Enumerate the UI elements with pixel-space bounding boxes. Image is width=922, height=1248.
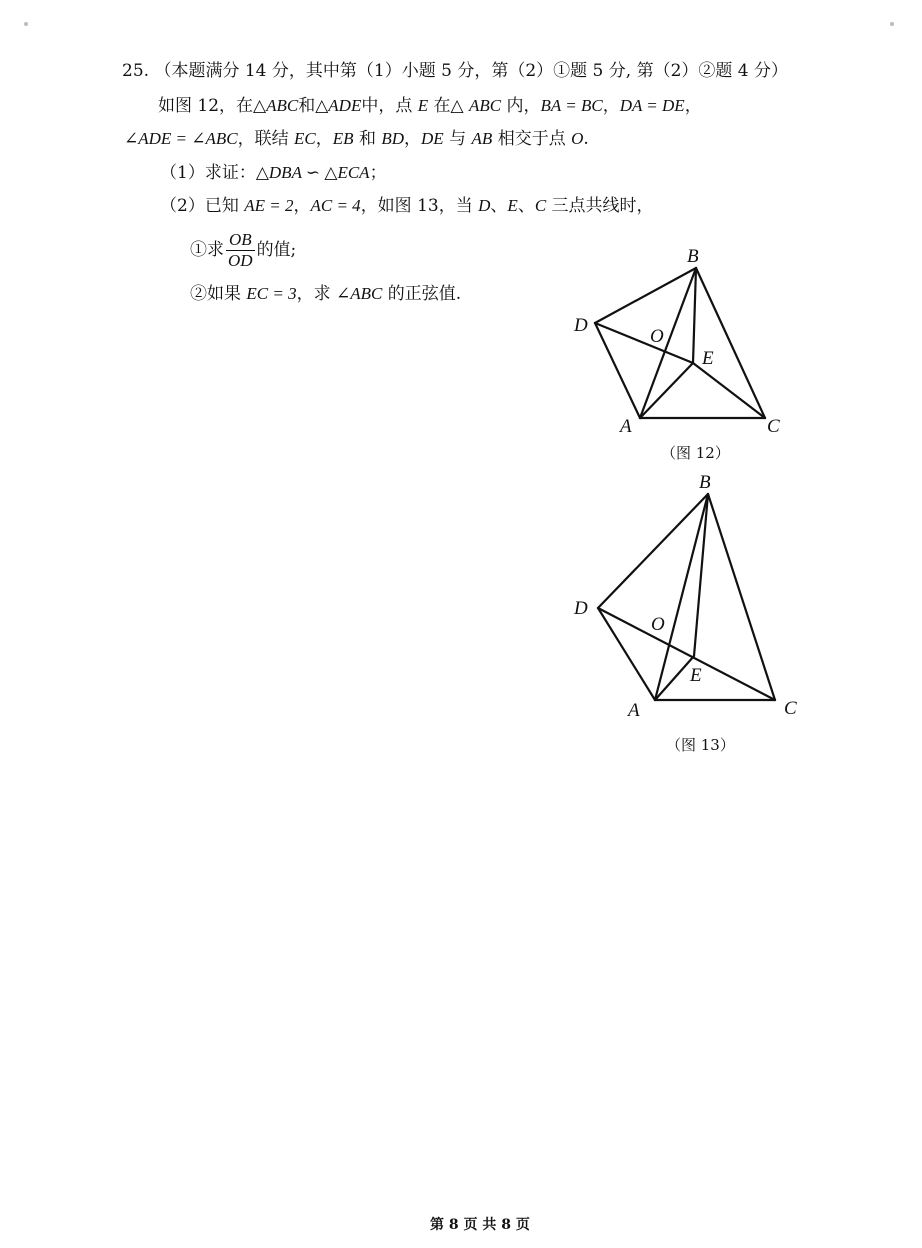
text: 相交于点 — [492, 129, 572, 149]
math: EB — [332, 129, 354, 148]
figure-12-lines — [595, 268, 765, 418]
math: △DBA ∽ △ECA — [255, 163, 370, 182]
sub-question-1 — [190, 228, 296, 272]
math: DE — [421, 129, 444, 148]
text: ，求 — [296, 284, 337, 304]
figure-13-lines — [598, 494, 775, 700]
text: ， — [602, 96, 620, 116]
segment-db — [595, 268, 696, 323]
page-footer: 第 8 页 共 8 页 — [430, 1217, 530, 1233]
math: E — [417, 96, 429, 115]
text: 和 — [353, 129, 382, 149]
point-label-c: C — [767, 416, 780, 437]
segment-ad — [598, 608, 655, 700]
text: ， — [404, 129, 422, 149]
math: ADE — [328, 96, 362, 115]
figure-12-caption: （图 12） — [661, 444, 730, 462]
text: ； — [369, 163, 387, 183]
math: C — [534, 196, 547, 215]
segment-ae — [655, 656, 694, 700]
segment-be — [694, 494, 708, 656]
text: 、 — [490, 196, 508, 216]
segment-bc — [696, 268, 765, 418]
text: ，联结 — [237, 129, 295, 149]
part-1 — [160, 162, 387, 184]
math: AB — [471, 129, 493, 148]
point-label-b: B — [687, 246, 699, 267]
text: 和△ — [298, 96, 329, 116]
segment-ec — [693, 363, 765, 418]
segment-ab — [640, 268, 696, 418]
problem-statement-line-1 — [158, 95, 702, 117]
math: O — [571, 129, 584, 148]
text: ，如图 13，当 — [360, 196, 479, 216]
point-label-c: C — [784, 698, 797, 719]
math: ∠ADE = ∠ABC — [124, 129, 238, 148]
problem-score-note: （本题满分 14 分，其中第（1）小题 5 分，第（2）①题 5 分, 第（2）②题 4 分） — [154, 61, 789, 81]
segment-bc — [708, 494, 775, 700]
segment-ad — [595, 323, 640, 418]
text: 中，点 — [361, 96, 418, 116]
text: ， — [684, 96, 702, 116]
math: EC = 3 — [246, 284, 297, 303]
math: AE = 2 — [244, 196, 294, 215]
text: 三点共线时， — [546, 196, 654, 216]
math: DA = DE — [619, 96, 685, 115]
point-label-a: A — [620, 416, 632, 437]
text: 内， — [501, 96, 541, 116]
segment-be — [693, 268, 696, 363]
point-label-e: E — [690, 665, 702, 686]
math: E — [507, 196, 518, 215]
text: 如图 12，在△ — [158, 96, 267, 116]
math: ABC — [469, 96, 502, 115]
fraction-ob-od — [226, 230, 255, 271]
part-label: （1）求证： — [160, 163, 256, 183]
figure-13-caption: （图 13） — [666, 736, 735, 754]
part-2 — [160, 195, 654, 217]
text: ， — [293, 196, 311, 216]
math: D — [478, 196, 491, 215]
point-label-d: D — [574, 315, 588, 336]
problem-header — [122, 60, 788, 82]
text: 的值; — [256, 240, 297, 260]
text: 在△ — [428, 96, 470, 116]
math: BA = BC — [540, 96, 603, 115]
point-label-a: A — [628, 700, 640, 721]
text: 与 — [443, 129, 472, 149]
text: . — [583, 129, 589, 149]
scan-mark — [890, 22, 894, 26]
segment-db — [598, 494, 708, 608]
sub-question-2 — [190, 283, 461, 305]
point-label-o: O — [650, 326, 664, 347]
segment-de — [595, 323, 693, 363]
math: BD — [381, 129, 405, 148]
math: AC = 4 — [310, 196, 361, 215]
math: ABC — [266, 96, 299, 115]
segment-ae — [640, 363, 693, 418]
scan-mark — [24, 22, 28, 26]
segment-ab — [655, 494, 708, 700]
math: EC — [294, 129, 316, 148]
math: ∠ABC — [336, 284, 383, 303]
point-label-b: B — [699, 472, 711, 493]
segment-dc — [598, 608, 775, 700]
point-label-o: O — [651, 614, 665, 635]
point-label-d: D — [574, 598, 588, 619]
text: 、 — [517, 196, 535, 216]
text: 的正弦值. — [382, 284, 462, 304]
problem-statement-line-2 — [124, 128, 589, 150]
text: ， — [315, 129, 333, 149]
sub-label: ①求 — [190, 240, 224, 260]
sub-label: ②如果 — [190, 284, 247, 304]
problem-number: 25. — [122, 61, 150, 81]
fraction-numerator: OB — [226, 230, 255, 251]
fraction-denominator: OD — [228, 251, 253, 270]
part-label: （2）已知 — [160, 196, 245, 216]
point-label-e: E — [702, 348, 714, 369]
